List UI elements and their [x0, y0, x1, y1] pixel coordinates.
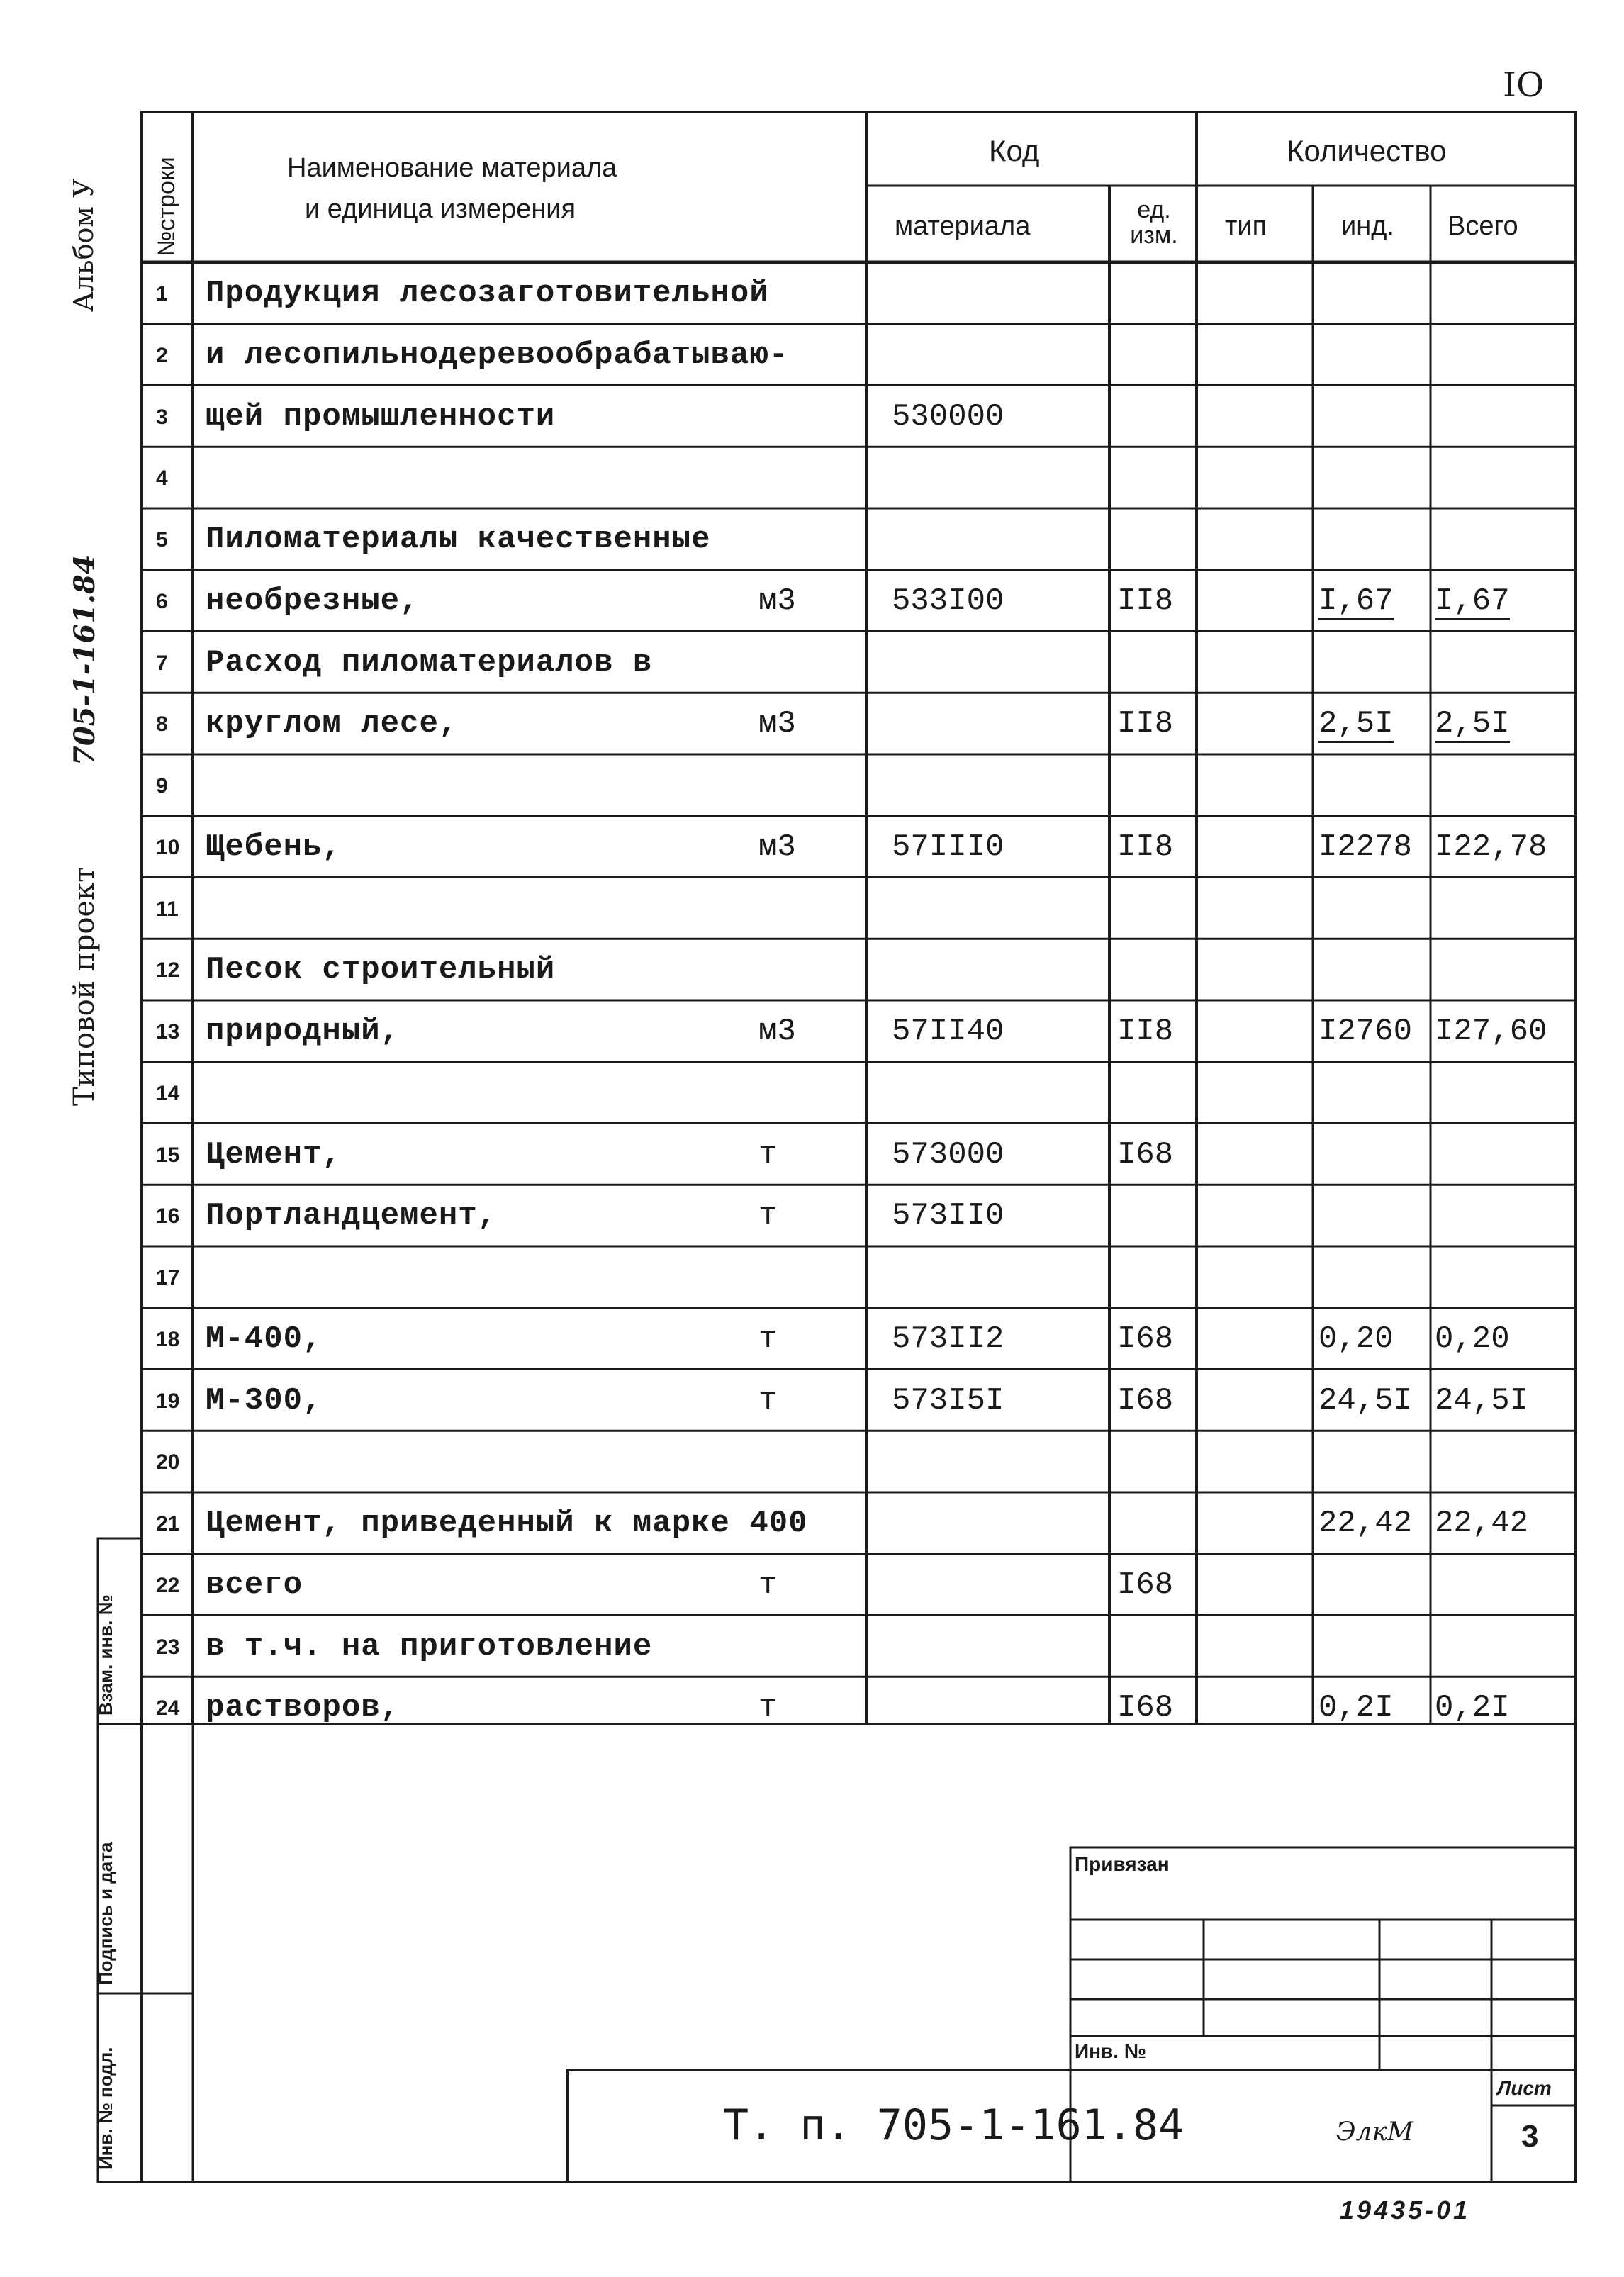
- row-number: 23: [156, 1635, 180, 1659]
- unit-code: I68: [1117, 1321, 1174, 1357]
- row-number: 17: [156, 1266, 180, 1289]
- material-code: 57III0: [892, 829, 1004, 865]
- stamp-signature: ЭлкМ: [1336, 2117, 1413, 2147]
- row-number: 4: [156, 466, 168, 491]
- box-inv-label: Инв. № подл.: [95, 2047, 116, 2169]
- unit-label: т: [758, 1321, 778, 1357]
- qty-total: I,67: [1435, 583, 1510, 619]
- stamp-privyazan: Привязан: [1075, 1853, 1170, 1875]
- qty-ind: I2760: [1318, 1014, 1413, 1049]
- material-name: Цемент,: [206, 1136, 342, 1173]
- material-code: 573000: [892, 1136, 1004, 1173]
- unit-code: II8: [1117, 829, 1174, 865]
- material-name: Портландцемент,: [206, 1198, 498, 1234]
- qty-ind: 0,2I: [1318, 1690, 1394, 1726]
- header-qty-group: Количество: [1287, 134, 1447, 167]
- qty-total: 2,5I: [1435, 706, 1510, 742]
- box-podpis-label: Подпись и дата: [95, 1842, 116, 1985]
- stamp-list-label: Лист: [1497, 2077, 1552, 2099]
- unit-code: II8: [1117, 706, 1174, 742]
- row-number: 10: [156, 835, 180, 859]
- header-qty-type: тип: [1225, 211, 1267, 241]
- row-number: 21: [156, 1512, 180, 1535]
- unit-code: I68: [1117, 1567, 1174, 1603]
- unit-label: м3: [758, 583, 796, 619]
- qty-total: 24,5I: [1435, 1382, 1529, 1419]
- material-name: М-400,: [206, 1321, 323, 1357]
- qty-ind: 2,5I: [1318, 706, 1394, 742]
- header-qty-total: Всего: [1447, 211, 1518, 241]
- album-label: Альбом У: [68, 178, 99, 312]
- row-number: 18: [156, 1327, 180, 1351]
- material-name: Щебень,: [206, 829, 342, 865]
- row-number: 14: [156, 1081, 180, 1105]
- row-number: 7: [156, 651, 168, 675]
- material-name: необрезные,: [206, 583, 420, 619]
- row-number: 20: [156, 1450, 180, 1475]
- material-name: Продукция лесозаготовительной: [206, 276, 769, 311]
- qty-ind: 0,20: [1318, 1321, 1394, 1357]
- qty-total: 0,2I: [1435, 1690, 1510, 1726]
- unit-code: I68: [1117, 1136, 1174, 1173]
- row-number: 13: [156, 1020, 180, 1044]
- stamp-doc-code: Т. п. 705-1-161.84: [723, 2100, 1185, 2150]
- qty-ind: I2278: [1318, 829, 1413, 865]
- unit-label: м3: [758, 1014, 796, 1049]
- material-name: Пиломатериалы качественные: [206, 522, 711, 557]
- stamp-list-no: 3: [1521, 2119, 1539, 2154]
- header-code-material: материала: [895, 211, 1031, 241]
- qty-ind: 24,5I: [1318, 1382, 1413, 1419]
- row-number: 5: [156, 528, 168, 552]
- material-name: Цемент, приведенный к марке 400: [206, 1506, 808, 1541]
- header-qty-ind: инд.: [1341, 211, 1394, 241]
- header-name-line1: Наименование материала: [287, 153, 617, 183]
- row-number: 1: [156, 282, 168, 306]
- material-name: в т.ч. на приготовление: [206, 1628, 653, 1665]
- stamp-inv-no: Инв. №: [1075, 2040, 1147, 2062]
- header-code-unit: ед. изм.: [1130, 196, 1178, 249]
- unit-code: I68: [1117, 1382, 1174, 1419]
- unit-code: II8: [1117, 1014, 1174, 1049]
- row-number: 15: [156, 1143, 180, 1167]
- material-name: растворов,: [206, 1690, 401, 1726]
- qty-total: 22,42: [1435, 1506, 1529, 1541]
- material-name: всего: [206, 1567, 303, 1603]
- unit-label: м3: [758, 706, 796, 742]
- material-name: и лесопильнодеревообрабатываю-: [206, 337, 789, 373]
- row-number: 3: [156, 405, 168, 429]
- row-number: 19: [156, 1389, 180, 1413]
- material-name: щей промышленности: [206, 398, 556, 435]
- unit-code: II8: [1117, 583, 1174, 619]
- row-number: 8: [156, 712, 168, 737]
- row-number: 16: [156, 1204, 180, 1229]
- unit-label: т: [758, 1198, 778, 1234]
- unit-label: т: [758, 1567, 778, 1603]
- material-code: 573II0: [892, 1198, 1004, 1234]
- row-number: 22: [156, 1573, 180, 1597]
- unit-code: I68: [1117, 1690, 1174, 1726]
- row-number: 6: [156, 589, 168, 613]
- qty-ind: I,67: [1318, 583, 1394, 619]
- qty-total: I27,60: [1435, 1014, 1547, 1049]
- unit-label: т: [758, 1382, 778, 1419]
- project-label: Типовой проект: [68, 866, 101, 1106]
- header-name-line2: и единица измерения: [305, 194, 576, 224]
- row-number: 12: [156, 958, 180, 983]
- material-code: 573I5I: [892, 1382, 1004, 1419]
- row-number: 9: [156, 774, 168, 798]
- header-row-no: №строки: [153, 157, 180, 257]
- unit-label: т: [758, 1690, 778, 1726]
- row-number: 24: [156, 1696, 180, 1721]
- material-code: 533I00: [892, 583, 1004, 619]
- material-code: 573II2: [892, 1321, 1004, 1357]
- qty-total: 0,20: [1435, 1321, 1510, 1357]
- project-code: 705-1-161.84: [68, 554, 101, 766]
- material-name: природный,: [206, 1014, 401, 1049]
- bottom-number: 19435-01: [1340, 2195, 1471, 2225]
- row-number: 11: [156, 897, 179, 921]
- material-code: 57II40: [892, 1014, 1004, 1049]
- box-vzam-label: Взам. инв. №: [95, 1594, 116, 1716]
- material-name: М-300,: [206, 1382, 323, 1419]
- header-code-group: Код: [989, 134, 1040, 167]
- material-name: Расход пиломатериалов в: [206, 644, 653, 681]
- qty-ind: 22,42: [1318, 1506, 1413, 1541]
- material-name: круглом лесе,: [206, 706, 459, 742]
- material-code: 530000: [892, 398, 1004, 435]
- material-name: Песок строительный: [206, 952, 556, 988]
- qty-total: I22,78: [1435, 829, 1547, 865]
- page-number: IO: [1503, 65, 1545, 105]
- unit-label: м3: [758, 829, 796, 865]
- row-number: 2: [156, 343, 168, 367]
- unit-label: т: [758, 1136, 778, 1173]
